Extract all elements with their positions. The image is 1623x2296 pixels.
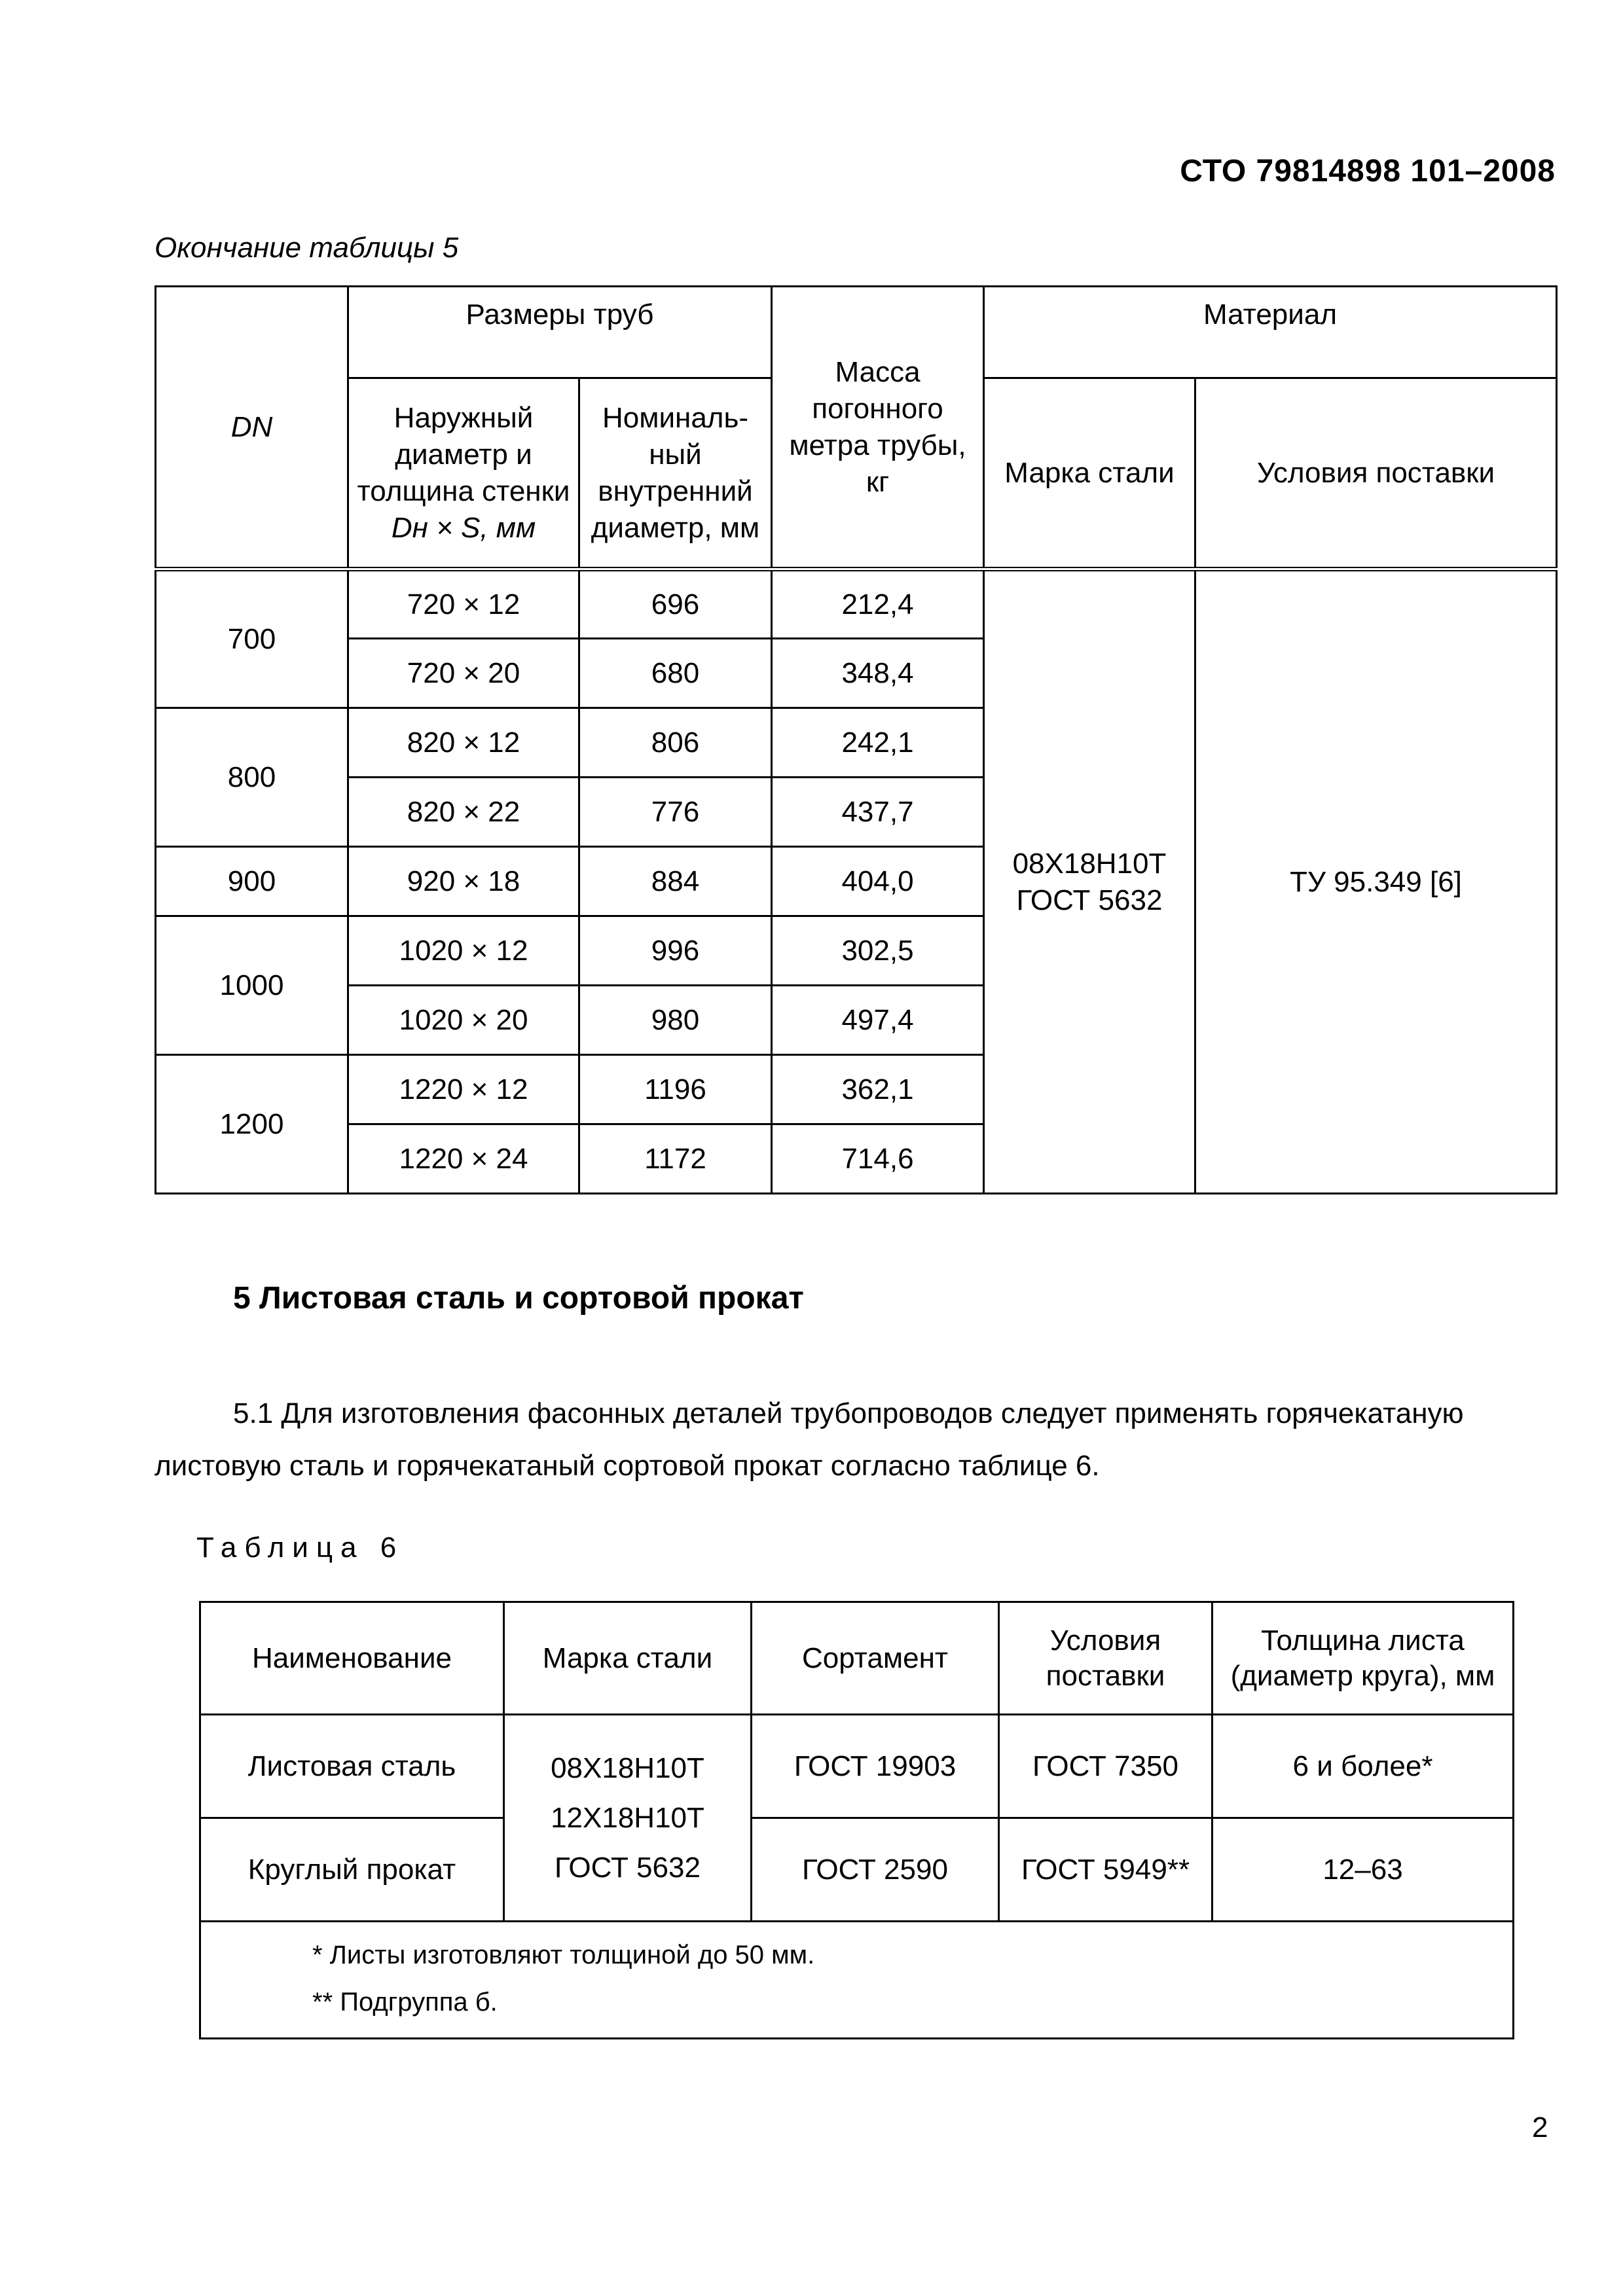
size-cell: 1220 × 12 (348, 1055, 579, 1124)
table-row (200, 1715, 1514, 1818)
header-material: Материал (984, 287, 1557, 378)
table6 (199, 1601, 1514, 2039)
mass-cell: 302,5 (772, 916, 984, 986)
section-heading: 5 Листовая сталь и сортовой прокат (233, 1281, 804, 1316)
size-cell: 820 × 22 (348, 778, 579, 847)
mass-cell: 348,4 (772, 639, 984, 708)
header-steel-grade: Марка стали (504, 1602, 752, 1715)
header-mass: Масса погонного метра трубы, кг (772, 287, 984, 569)
mass-cell: 362,1 (772, 1055, 984, 1124)
notes-cell (200, 1922, 1514, 2039)
size-cell: 720 × 20 (348, 639, 579, 708)
table-row (200, 1818, 1514, 1922)
header-dn: DN (156, 287, 348, 569)
header-thickness: Толщина листа (диаметр круга), мм (1213, 1602, 1514, 1715)
size-cell: 1020 × 12 (348, 916, 579, 986)
inner-cell: 696 (579, 569, 772, 639)
header-outer-diameter: Наружный диаметр и толщина стенки Dн × S, мм (348, 378, 579, 569)
inner-cell: 776 (579, 778, 772, 847)
mass-cell: 242,1 (772, 708, 984, 778)
mass-cell: 497,4 (772, 986, 984, 1055)
dn-cell: 1200 (156, 1055, 348, 1194)
inner-cell: 680 (579, 639, 772, 708)
table5 (155, 285, 1558, 1194)
supply-conditions-cell: ТУ 95.349 [6] (1195, 569, 1557, 1194)
notes-row (200, 1922, 1514, 2039)
mass-cell: 714,6 (772, 1124, 984, 1194)
dn-cell: 700 (156, 569, 348, 708)
header-pipe-sizes: Размеры труб (348, 287, 772, 378)
size-cell: 1020 × 20 (348, 986, 579, 1055)
table-row (156, 569, 1557, 639)
document-code: СТО 79814898 101–2008 (1180, 154, 1556, 188)
header-supply-conditions: Условия поставки (999, 1602, 1213, 1715)
mass-cell: 404,0 (772, 847, 984, 916)
supply-cell: ГОСТ 5949** (999, 1818, 1213, 1922)
section-paragraph: 5.1 Для изготовления фасонных деталей трубопроводов следует применять горячекатаную листовую сталь и горячекатаный сортовой прокат согласно таблице 6. (155, 1397, 1464, 1482)
thickness-cell: 12–63 (1213, 1818, 1514, 1922)
header-assortment: Сортамент (752, 1602, 999, 1715)
size-cell: 720 × 12 (348, 569, 579, 639)
steel-grade-cell: 08Х18Н10Т ГОСТ 5632 (984, 569, 1195, 1194)
name-cell: Круглый прокат (200, 1818, 504, 1922)
inner-cell: 884 (579, 847, 772, 916)
note-line: ** Подгруппа б. (312, 1988, 498, 2017)
name-cell: Листовая сталь (200, 1715, 504, 1818)
dn-cell: 900 (156, 847, 348, 916)
mass-cell: 437,7 (772, 778, 984, 847)
supply-cell: ГОСТ 7350 (999, 1715, 1213, 1818)
size-cell: 920 × 18 (348, 847, 579, 916)
inner-cell: 980 (579, 986, 772, 1055)
dn-cell: 1000 (156, 916, 348, 1055)
page-number: 2 (1532, 2111, 1548, 2144)
inner-cell: 996 (579, 916, 772, 986)
table6-caption: Таблица 6 (196, 1532, 405, 1564)
thickness-cell: 6 и более* (1213, 1715, 1514, 1818)
header-supply-conditions: Условия поставки (1195, 378, 1557, 569)
header-steel-grade: Марка стали (984, 378, 1195, 569)
inner-cell: 806 (579, 708, 772, 778)
steel-grade-cell: 08Х18Н10Т 12Х18Н10Т ГОСТ 5632 (504, 1715, 752, 1922)
assortment-cell: ГОСТ 2590 (752, 1818, 999, 1922)
inner-cell: 1196 (579, 1055, 772, 1124)
table5-caption: Окончание таблицы 5 (155, 232, 459, 264)
mass-cell: 212,4 (772, 569, 984, 639)
size-cell: 1220 × 24 (348, 1124, 579, 1194)
assortment-cell: ГОСТ 19903 (752, 1715, 999, 1818)
inner-cell: 1172 (579, 1124, 772, 1194)
dn-cell: 800 (156, 708, 348, 847)
header-inner-diameter: Номиналь-ный внутренний диаметр, мм (579, 378, 772, 569)
size-cell: 820 × 12 (348, 708, 579, 778)
header-name: Наименование (200, 1602, 504, 1715)
note-line: * Листы изготовляют толщиной до 50 мм. (312, 1941, 815, 1969)
